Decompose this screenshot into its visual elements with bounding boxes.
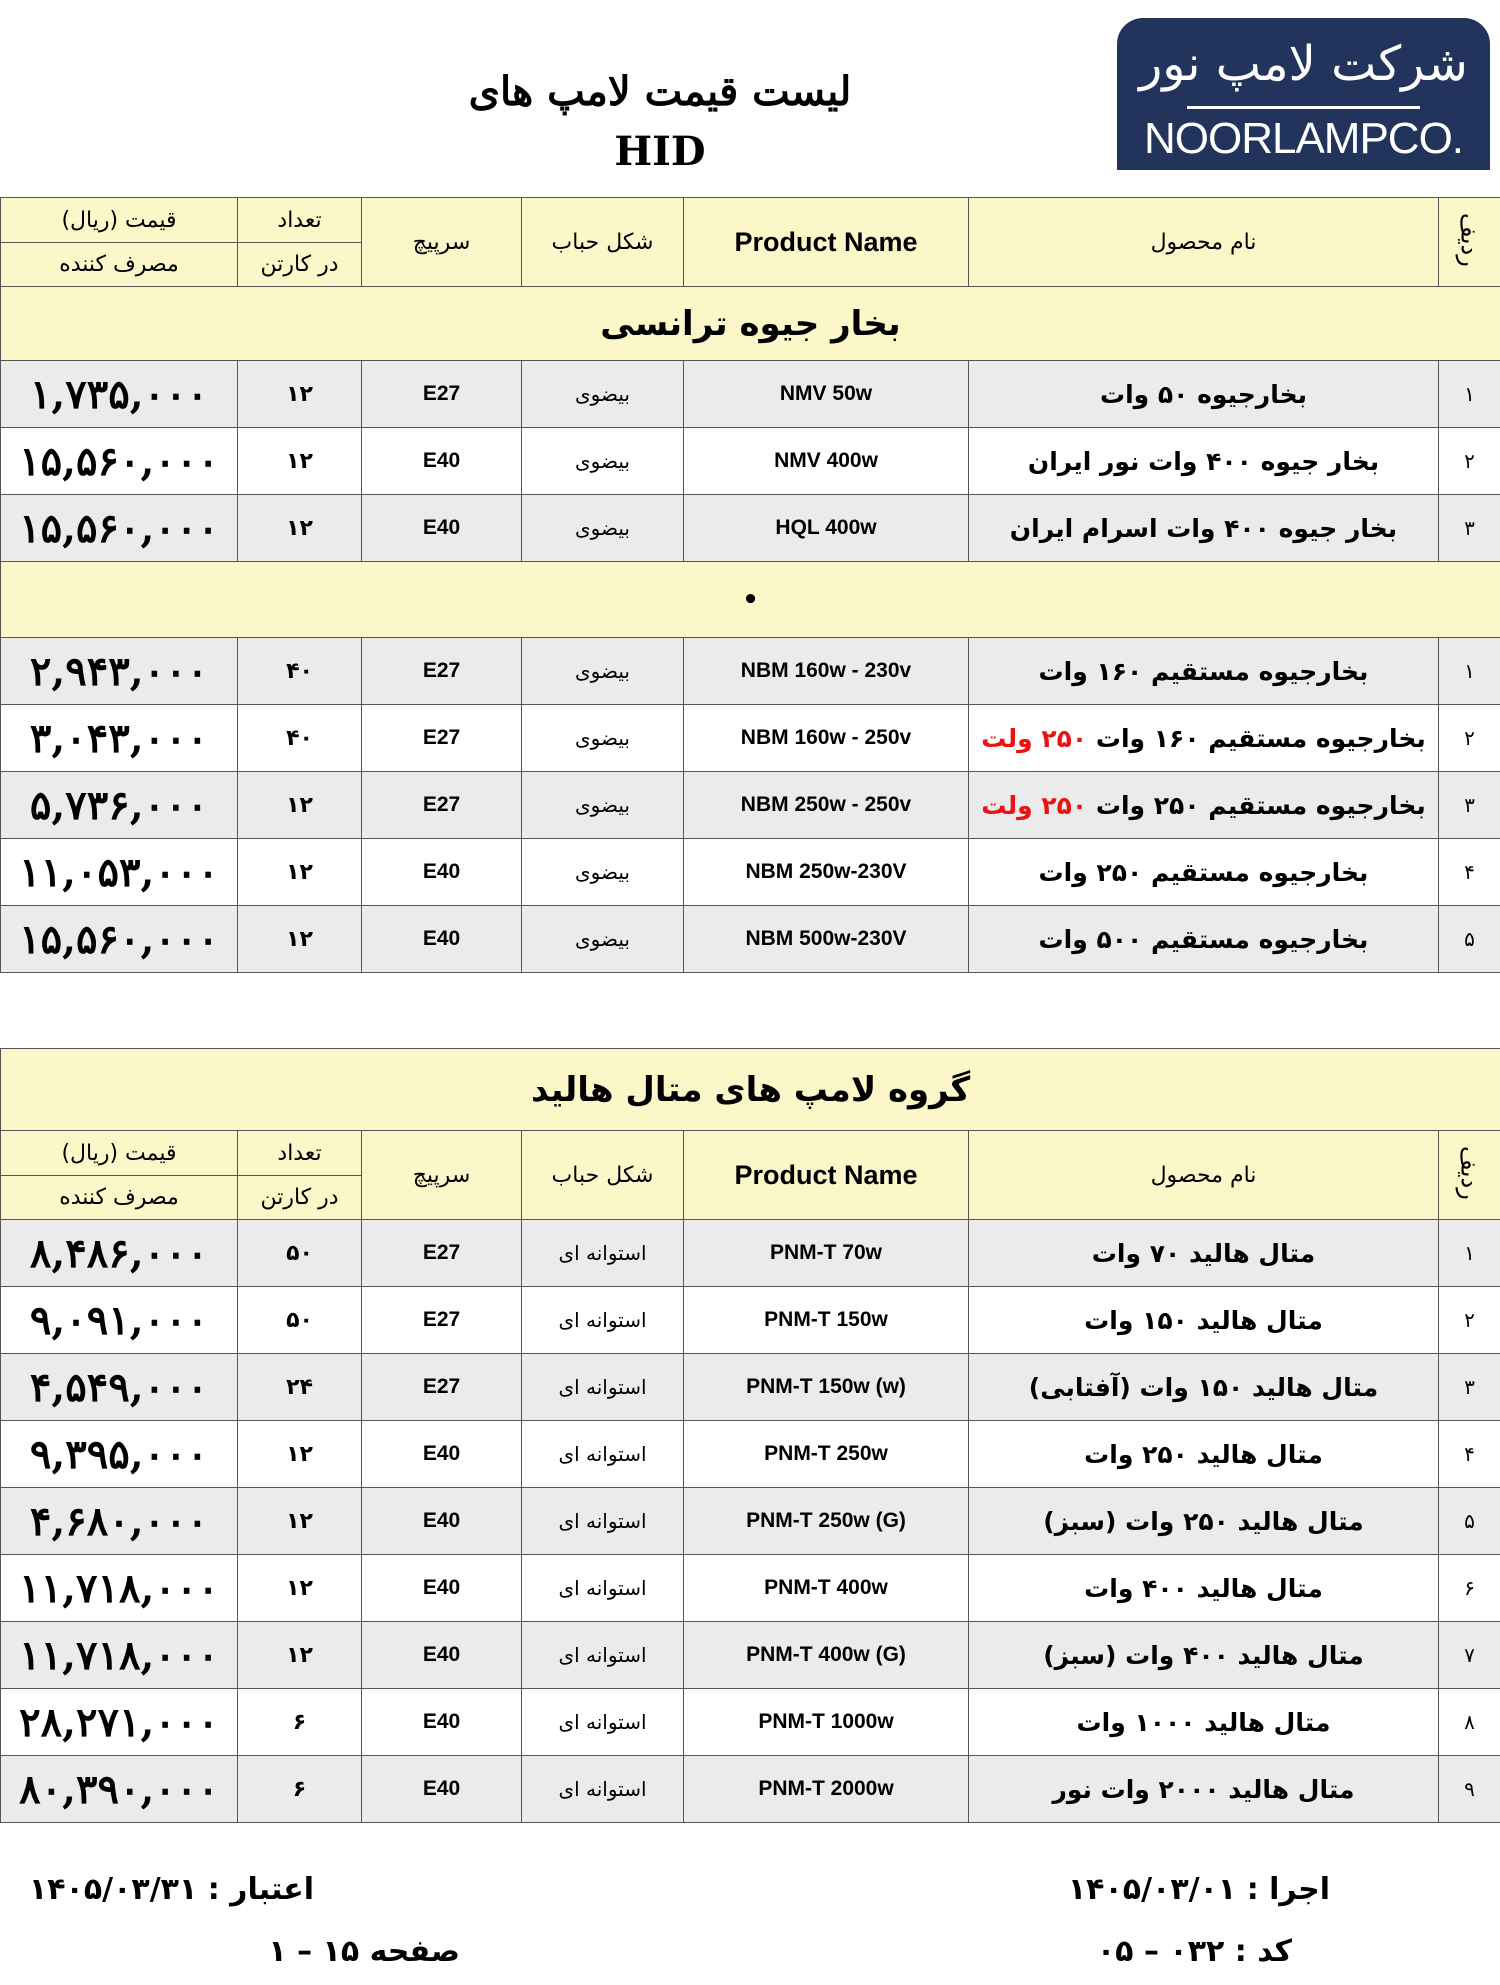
radif-cell: ۵: [1439, 1488, 1500, 1555]
price-cell: ۸,۴۸۶,۰۰۰: [1, 1220, 238, 1287]
product-name-fa: متال هالید ۴۰۰ وات: [1084, 1573, 1323, 1603]
name-fa-cell: [969, 705, 1439, 772]
header-qty: تعداد: [238, 198, 362, 243]
name-fa-cell: [969, 1756, 1439, 1823]
radif-cell: ۱: [1439, 638, 1500, 705]
doc-code: کد : ۰۳۲ – ۰۵: [1096, 1934, 1292, 1969]
table-row: [1, 361, 1500, 428]
base-cell: E27: [362, 705, 522, 772]
product-name-cell: PNM-T 400w: [684, 1555, 969, 1622]
radif-cell: ۱: [1439, 1220, 1500, 1287]
name-fa-cell: [969, 361, 1439, 428]
name-fa-cell: [969, 1689, 1439, 1756]
base-cell: E27: [362, 361, 522, 428]
price-cell: ۴,۶۸۰,۰۰۰: [1, 1488, 238, 1555]
radif-cell: ۳: [1439, 772, 1500, 839]
bulb-shape-cell: استوانه ای: [522, 1488, 684, 1555]
name-fa-cell: [969, 1220, 1439, 1287]
bulb-shape-cell: بیضوی: [522, 705, 684, 772]
price-cell: ۴,۵۴۹,۰۰۰: [1, 1354, 238, 1421]
product-name-fa: بخارجیوه مستقیم ۱۶۰ وات: [1095, 723, 1426, 753]
qty-cell: ۱۲: [238, 361, 362, 428]
bulb-shape-cell: بیضوی: [522, 638, 684, 705]
bulb-shape-cell: بیضوی: [522, 772, 684, 839]
table-row: [1, 705, 1500, 772]
rows-group: [1, 1220, 1500, 1823]
page-title: لیست قیمت لامپ های HID: [468, 68, 852, 175]
base-cell: E40: [362, 906, 522, 973]
qty-cell: ۴۰: [238, 638, 362, 705]
base-cell: E40: [362, 1689, 522, 1756]
radif-cell: ۲: [1439, 1287, 1500, 1354]
table-row: [1, 638, 1500, 705]
base-cell: E27: [362, 638, 522, 705]
header-bulb-shape: شکل حباب: [522, 198, 684, 287]
base-cell: E40: [362, 495, 522, 562]
execution-date: اجرا : ۱۴۰۵/۰۳/۰۱: [1067, 1872, 1330, 1907]
bulb-shape-cell: استوانه ای: [522, 1756, 684, 1823]
product-name-fa: بخار جیوه ۴۰۰ وات نور ایران: [1027, 446, 1380, 476]
qty-cell: ۶: [238, 1689, 362, 1756]
product-name-cell: PNM-T 250w: [684, 1421, 969, 1488]
product-name-cell: NMV 400w: [684, 428, 969, 495]
table-row: [1, 495, 1500, 562]
bulb-shape-cell: بیضوی: [522, 839, 684, 906]
radif-cell: ۲: [1439, 705, 1500, 772]
header-base: سرپیچ: [362, 1131, 522, 1220]
qty-cell: ۱۲: [238, 772, 362, 839]
price-cell: ۱۵,۵۶۰,۰۰۰: [1, 906, 238, 973]
product-name-fa: متال هالید ۲۵۰ وات: [1084, 1439, 1323, 1469]
table-row: [1, 1689, 1500, 1756]
name-fa-cell: [969, 1555, 1439, 1622]
header-product-name: Product Name: [684, 1131, 969, 1220]
base-cell: E27: [362, 1354, 522, 1421]
table-row: [1, 1756, 1500, 1823]
qty-cell: ۱۲: [238, 1622, 362, 1689]
header-qty: تعداد: [238, 1131, 362, 1176]
base-cell: E27: [362, 1287, 522, 1354]
name-fa-cell: [969, 495, 1439, 562]
product-name-cell: NBM 160w - 230v: [684, 638, 969, 705]
name-fa-cell: [969, 906, 1439, 973]
price-cell: ۱۱,۷۱۸,۰۰۰: [1, 1555, 238, 1622]
header-radif: ردیف: [1455, 1146, 1484, 1200]
product-name-cell: PNM-T 150w (w): [684, 1354, 969, 1421]
qty-cell: ۱۲: [238, 1555, 362, 1622]
radif-cell: ۷: [1439, 1622, 1500, 1689]
name-fa-cell: [969, 428, 1439, 495]
product-name-fa: متال هالید ۱۵۰ وات: [1084, 1305, 1323, 1335]
price-cell: ۵,۷۳۶,۰۰۰: [1, 772, 238, 839]
header-radif: ردیف: [1455, 213, 1484, 267]
product-name-cell: PNM-T 2000w: [684, 1756, 969, 1823]
name-fa-cell: [969, 1287, 1439, 1354]
price-cell: ۲,۹۴۳,۰۰۰: [1, 638, 238, 705]
radif-cell: ۶: [1439, 1555, 1500, 1622]
header-price-sub: مصرف کننده: [1, 243, 238, 287]
qty-cell: ۱۲: [238, 906, 362, 973]
table-row: [1, 1555, 1500, 1622]
qty-cell: ۱۲: [238, 495, 362, 562]
product-name-cell: PNM-T 400w (G): [684, 1622, 969, 1689]
price-cell: ۱۱,۰۵۳,۰۰۰: [1, 839, 238, 906]
bulb-shape-cell: استوانه ای: [522, 1689, 684, 1756]
table-row: [1, 772, 1500, 839]
product-name-fa: متال هالید ۲۵۰ وات (سبز): [1043, 1506, 1364, 1536]
product-name-fa: بخارجیوه مستقیم ۲۵۰ وات: [1095, 790, 1426, 820]
base-cell: E40: [362, 1756, 522, 1823]
voltage-note: ۲۵۰ ولت: [981, 790, 1088, 820]
table-row: [1, 906, 1500, 973]
price-cell: ۸۰,۳۹۰,۰۰۰: [1, 1756, 238, 1823]
header-name-fa: نام محصول: [969, 198, 1439, 287]
bulb-shape-cell: بیضوی: [522, 428, 684, 495]
header-radif-cell: [1439, 198, 1500, 287]
product-name-cell: PNM-T 150w: [684, 1287, 969, 1354]
table-row: [1, 1488, 1500, 1555]
qty-cell: ۱۲: [238, 1421, 362, 1488]
header-name-fa: نام محصول: [969, 1131, 1439, 1220]
section-title: گروه لامپ های متال هالید: [1, 1049, 1500, 1131]
price-cell: ۹,۳۹۵,۰۰۰: [1, 1421, 238, 1488]
header-bulb-shape: شکل حباب: [522, 1131, 684, 1220]
qty-cell: ۵۰: [238, 1287, 362, 1354]
company-logo: [1117, 18, 1490, 170]
price-table-metal-halide: [0, 1048, 1500, 1823]
table-row: [1, 1220, 1500, 1287]
bulb-shape-cell: استوانه ای: [522, 1354, 684, 1421]
product-name-fa: متال هالید ۷۰ وات: [1091, 1238, 1316, 1268]
name-fa-cell: [969, 1354, 1439, 1421]
radif-cell: ۸: [1439, 1689, 1500, 1756]
table-row: [1, 428, 1500, 495]
header-product-name: Product Name: [684, 198, 969, 287]
page-number: صفحه ۱۵ – ۱: [268, 1934, 460, 1969]
product-name-cell: NBM 160w - 250v: [684, 705, 969, 772]
qty-cell: ۱۲: [238, 839, 362, 906]
header-base: سرپیچ: [362, 198, 522, 287]
bulb-shape-cell: استوانه ای: [522, 1220, 684, 1287]
name-fa-cell: [969, 1622, 1439, 1689]
product-name-fa: بخارجیوه مستقیم ۵۰۰ وات: [1038, 924, 1369, 954]
price-cell: ۹,۰۹۱,۰۰۰: [1, 1287, 238, 1354]
section-title: بخار جیوه ترانسی: [1, 287, 1500, 361]
qty-cell: ۶: [238, 1756, 362, 1823]
bulb-shape-cell: بیضوی: [522, 906, 684, 973]
product-name-cell: HQL 400w: [684, 495, 969, 562]
price-cell: ۱۵,۵۶۰,۰۰۰: [1, 495, 238, 562]
bulb-shape-cell: استوانه ای: [522, 1421, 684, 1488]
base-cell: E27: [362, 1220, 522, 1287]
radif-cell: ۱: [1439, 361, 1500, 428]
header-price: قیمت (ریال): [1, 1131, 238, 1176]
bulb-shape-cell: استوانه ای: [522, 1555, 684, 1622]
qty-cell: ۱۲: [238, 1488, 362, 1555]
bulb-shape-cell: استوانه ای: [522, 1287, 684, 1354]
product-name-cell: PNM-T 1000w: [684, 1689, 969, 1756]
product-name-fa: بخارجیوه مستقیم ۲۵۰ وات: [1038, 857, 1369, 887]
table-row: [1, 1421, 1500, 1488]
name-fa-cell: [969, 772, 1439, 839]
bulb-shape-cell: بیضوی: [522, 495, 684, 562]
header-price-sub: مصرف کننده: [1, 1176, 238, 1220]
qty-cell: ۵۰: [238, 1220, 362, 1287]
base-cell: E40: [362, 1488, 522, 1555]
base-cell: E40: [362, 428, 522, 495]
section-separator: •: [1, 562, 1500, 638]
product-name-cell: NBM 250w-230V: [684, 839, 969, 906]
base-cell: E40: [362, 1555, 522, 1622]
logo-divider: [1187, 106, 1420, 109]
product-name-cell: NBM 500w-230V: [684, 906, 969, 973]
base-cell: E27: [362, 772, 522, 839]
validity-date: اعتبار : ۱۴۰۵/۰۳/۳۱: [28, 1872, 314, 1907]
radif-cell: ۲: [1439, 428, 1500, 495]
radif-cell: ۳: [1439, 495, 1500, 562]
name-fa-cell: [969, 839, 1439, 906]
product-name-fa: بخار جیوه ۴۰۰ وات اسرام ایران: [1009, 513, 1398, 543]
product-name-fa: متال هالید ۱۰۰۰ وات: [1076, 1707, 1331, 1737]
rows-group: [1, 638, 1500, 973]
price-cell: ۳,۰۴۳,۰۰۰: [1, 705, 238, 772]
product-name-cell: NBM 250w - 250v: [684, 772, 969, 839]
logo-text-en: NOORLAMPCO.: [1143, 114, 1464, 163]
table-row: [1, 1622, 1500, 1689]
price-cell: ۱۱,۷۱۸,۰۰۰: [1, 1622, 238, 1689]
price-cell: ۱,۷۳۵,۰۰۰: [1, 361, 238, 428]
radif-cell: ۳: [1439, 1354, 1500, 1421]
product-name-cell: PNM-T 70w: [684, 1220, 969, 1287]
header-qty-sub: در کارتن: [238, 1176, 362, 1220]
name-fa-cell: [969, 1421, 1439, 1488]
voltage-note: ۲۵۰ ولت: [981, 723, 1088, 753]
table-row: [1, 1287, 1500, 1354]
base-cell: E40: [362, 1622, 522, 1689]
product-name-fa: بخارجیوه مستقیم ۱۶۰ وات: [1038, 656, 1369, 686]
radif-cell: ۴: [1439, 839, 1500, 906]
header-radif-cell: [1439, 1131, 1500, 1220]
product-name-fa: متال هالید ۲۰۰۰ وات نور: [1052, 1774, 1355, 1804]
product-name-cell: NMV 50w: [684, 361, 969, 428]
name-fa-cell: [969, 638, 1439, 705]
base-cell: E40: [362, 839, 522, 906]
header-price: قیمت (ریال): [1, 198, 238, 243]
name-fa-cell: [969, 1488, 1439, 1555]
table-row: [1, 1354, 1500, 1421]
price-cell: ۲۸,۲۷۱,۰۰۰: [1, 1689, 238, 1756]
product-name-cell: PNM-T 250w (G): [684, 1488, 969, 1555]
rows-group: [1, 361, 1500, 562]
product-name-fa: بخارجیوه ۵۰ وات: [1099, 379, 1307, 409]
bulb-shape-cell: بیضوی: [522, 361, 684, 428]
price-cell: ۱۵,۵۶۰,۰۰۰: [1, 428, 238, 495]
radif-cell: ۹: [1439, 1756, 1500, 1823]
price-table-mercury: [0, 197, 1500, 973]
radif-cell: ۴: [1439, 1421, 1500, 1488]
table-row: [1, 839, 1500, 906]
bulb-shape-cell: استوانه ای: [522, 1622, 684, 1689]
header-qty-sub: در کارتن: [238, 243, 362, 287]
qty-cell: ۴۰: [238, 705, 362, 772]
radif-cell: ۵: [1439, 906, 1500, 973]
product-name-fa: متال هالید ۱۵۰ وات (آفتابی): [1028, 1372, 1379, 1402]
qty-cell: ۲۴: [238, 1354, 362, 1421]
product-name-fa: متال هالید ۴۰۰ وات (سبز): [1043, 1640, 1364, 1670]
qty-cell: ۱۲: [238, 428, 362, 495]
base-cell: E40: [362, 1421, 522, 1488]
logo-text-fa: شرکت لامپ نور: [1139, 36, 1468, 92]
